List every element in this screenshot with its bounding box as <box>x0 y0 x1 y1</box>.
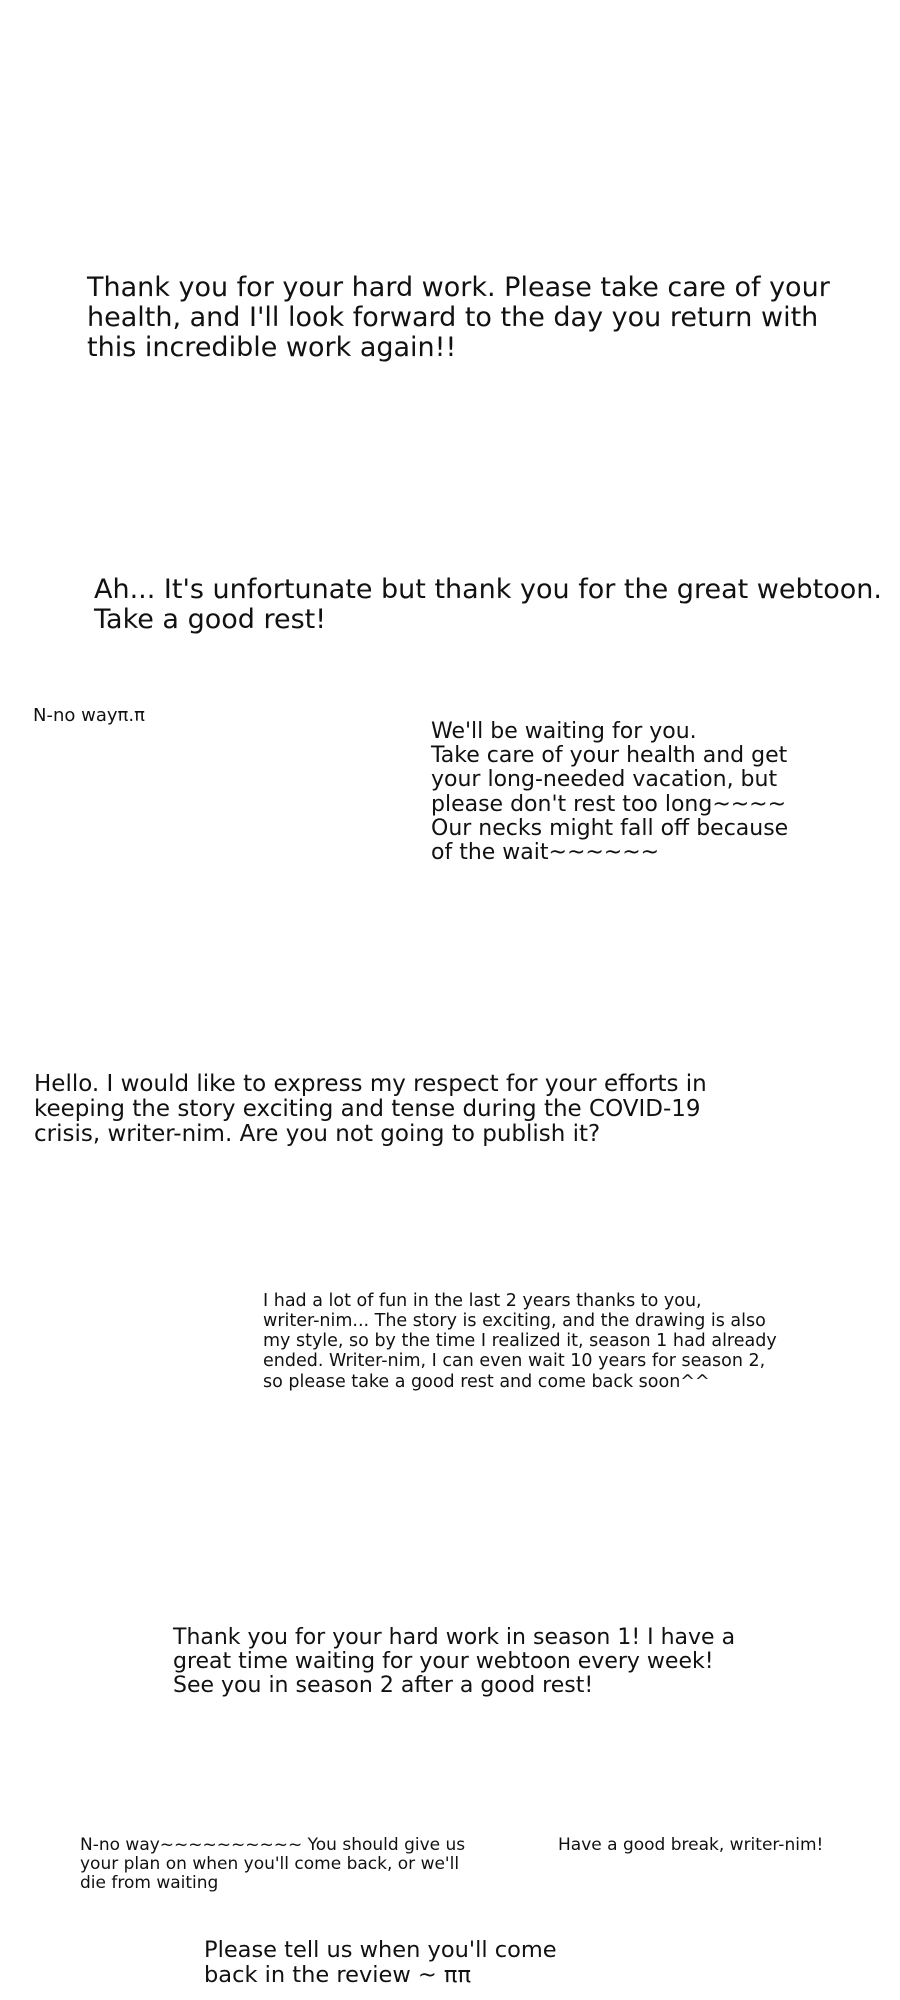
comment-thank-you-hard-work: Thank you for your hard work. Please take care of your health, and I'll look forward to the day you return with this incredible work again!! <box>87 272 830 364</box>
comment-respect-covid: Hello. I would like to express my respect for your efforts in keeping the story exciting and tense during the COVID-19 crisis, writer-nim. Are you not going to publish it? <box>34 1071 707 1147</box>
comment-unfortunate-take-rest: Ah... It's unfortunate but thank you for the great webtoon. Take a good rest! <box>94 574 882 636</box>
comment-no-way: N-no wayπ.π <box>33 705 145 726</box>
comment-no-way-plan: N-no way~~~~~~~~~~ You should give us your plan on when you'll come back, or we'll die from waiting <box>80 1835 466 1894</box>
comment-good-break: Have a good break, writer-nim! <box>558 1835 824 1855</box>
comment-tell-us-return: Please tell us when you'll come back in the review ~ ππ <box>204 1937 557 1988</box>
comment-season-one-thanks: Thank you for your hard work in season 1! I have a great time waiting for your webtoon every week! See you in season 2 after a good rest! <box>173 1625 736 1699</box>
comment-fun-two-years: I had a lot of fun in the last 2 years thanks to you, writer-nim... The story is exciting, and the drawing is also my style, so by the time I realized it, season 1 had already ended. Writer-nim, I can even wait 10 years for season 2, so please take a good rest and come back soon^^ <box>263 1291 777 1392</box>
comment-waiting-for-you: We'll be waiting for you. Take care of your health and get your long-needed vacation, but please don't rest too long~~~~ Our necks might fall off because of the wait~~~~~~ <box>431 719 789 865</box>
